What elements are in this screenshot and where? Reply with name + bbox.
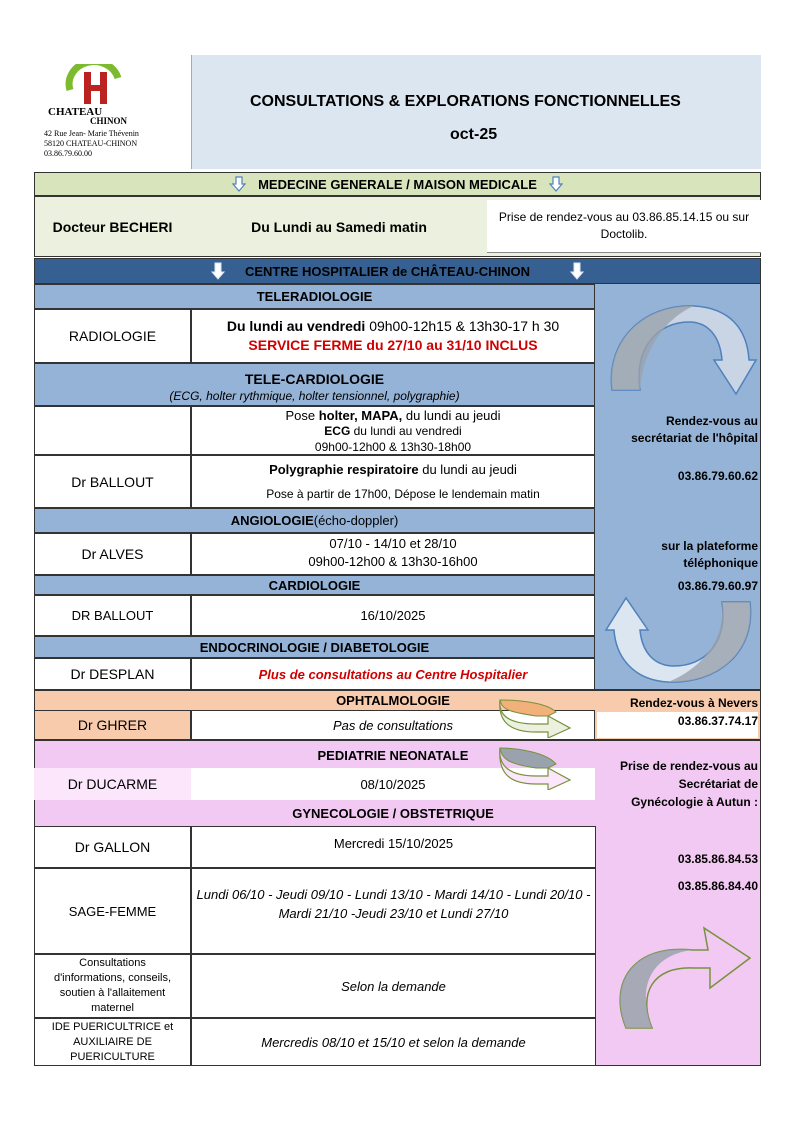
medgen-heading: MEDECINE GENERALE / MAISON MEDICALE (258, 176, 537, 192)
telecardio-doctor: Dr BALLOUT (34, 455, 191, 508)
poly-label: Polygraphie respiratoire (269, 462, 419, 477)
cardio-date: 16/10/2025 (191, 595, 595, 636)
pose-text: Pose (285, 408, 319, 423)
gyneco-heading: GYNECOLOGIE / OBSTETRIQUE (292, 805, 494, 821)
curved-arrow-icon (602, 924, 758, 1032)
header-panel (191, 55, 761, 169)
pediatrie-heading: PEDIATRIE NEONATALE (317, 747, 469, 763)
autun-phone-1: 03.85.86.84.53 (677, 852, 758, 866)
logo (44, 64, 184, 164)
nevers-phone: 03.86.37.74.17 (677, 714, 758, 728)
medgen-doctor: Docteur BECHERI (52, 218, 173, 235)
ophtalmo-doctor: Dr GHRER (34, 710, 191, 740)
radiologie-label: RADIOLOGIE (34, 309, 191, 363)
pediatrie-doctor: Dr DUCARME (34, 768, 191, 800)
ide-label: IDE PUERICULTRICE et AUXILIAIRE DE PUERICULTURE (34, 1018, 191, 1066)
curved-arrow-icon (496, 746, 574, 790)
arrow-down-icon (232, 176, 246, 192)
ecg-label: ECG (324, 424, 351, 438)
gallon-doctor: Dr GALLON (34, 826, 191, 868)
contact-telephonique: téléphonique (683, 556, 758, 570)
nevers-rdv: Rendez-vous à Nevers (629, 696, 758, 710)
angio-heading (34, 508, 595, 533)
cardio-heading: CARDIOLOGIE (34, 575, 595, 595)
allaitement-value: Selon la demande (191, 954, 596, 1018)
contact-plateforme: sur la plateforme (661, 539, 758, 553)
pose-days: du lundi au jeudi (402, 408, 501, 423)
endo-doctor: Dr DESPLAN (34, 658, 191, 690)
poly-note: Pose à partir de 17h00, Dépose le lendemain matin (266, 487, 540, 501)
contact-rdv: Rendez-vous au (665, 414, 758, 428)
autun-gyneco: Gynécologie à Autun : (631, 795, 758, 809)
polygraphie-details (191, 455, 595, 508)
telecardio-subheading: (ECG, holter rythmique, holter tensionnel, polygraphie) (169, 389, 460, 403)
telecardio-empty (34, 406, 191, 455)
endo-note: Plus de consultations au Centre Hospitalier (191, 658, 595, 690)
logo-text-1: CHATEAU (48, 106, 103, 118)
angio-title: ANGIOLOGIE (230, 513, 314, 528)
sagefemme-label: SAGE-FEMME (34, 868, 191, 954)
telecardio-heading-box (34, 363, 595, 406)
poly-days: du lundi au jeudi (418, 462, 517, 477)
logo-text-2: CHINON (90, 116, 128, 126)
ch-heading: CENTRE HOSPITALIER de CHÂTEAU-CHINON (244, 263, 531, 279)
allaitement-label: Consultations d'informations, conseils, soutien à l'allaitement maternel (34, 954, 191, 1018)
sagefemme-dates: Lundi 06/10 - Jeudi 09/10 - Lundi 13/10 - Mardi 14/10 - Lundi 20/10 - Mardi 21/10 -Jeudi 23/10 et Lundi 27/10 (191, 868, 596, 954)
angio-dates: 07/10 - 14/10 et 28/10 (329, 536, 457, 551)
page-title: CONSULTATIONS & EXPLORATIONS FONCTIONNELLES (250, 93, 681, 110)
ophtalmo-heading: OPHTALMOLOGIE (336, 692, 450, 708)
teleradio-heading: TELERADIOLOGIE (34, 284, 595, 309)
contact-secretariat: secrétariat de l'hôpital (631, 431, 758, 445)
curved-arrow-icon (496, 698, 574, 738)
arrow-down-icon (211, 262, 225, 280)
endo-heading: ENDOCRINOLOGIE / DIABETOLOGIE (34, 636, 595, 658)
gallon-date: Mercredi 15/10/2025 (191, 826, 596, 868)
curved-arrow-icon (604, 300, 758, 400)
pose-holter: holter, MAPA, (318, 408, 403, 423)
telecardio-heading: TELE-CARDIOLOGIE (244, 371, 385, 387)
arrow-down-icon (570, 262, 584, 280)
ecg-hours: 09h00-12h00 & 13h30-18h00 (314, 440, 472, 454)
ide-value: Mercredis 08/10 et 15/10 et selon la demande (191, 1018, 596, 1066)
radiologie-details (191, 309, 595, 363)
medgen-contact: Prise de rendez-vous au 03.86.85.14.15 ou sur Doctolib. (487, 200, 761, 253)
angio-details (191, 533, 595, 575)
pediatrie-date: 08/10/2025 (191, 768, 595, 800)
autun-rdv: Prise de rendez-vous au (619, 759, 758, 773)
autun-phone-2: 03.85.86.84.40 (677, 879, 758, 893)
contact-phone-2: 03.86.79.60.97 (677, 579, 758, 593)
radiologie-days: Du lundi au vendredi (226, 318, 366, 334)
angio-hours: 09h00-12h00 & 13h30-16h00 (308, 554, 478, 569)
ophtalmo-note: Pas de consultations (191, 710, 595, 740)
cardio-doctor: DR BALLOUT (34, 595, 191, 636)
hospital-logo-icon (56, 64, 146, 112)
telecardio-pose (191, 406, 595, 455)
curved-arrow-icon (604, 596, 758, 688)
medgen-header (34, 172, 761, 196)
page-date: oct-25 (450, 126, 498, 143)
arrow-down-icon (549, 176, 563, 192)
angio-subtitle: (écho-doppler) (313, 513, 399, 528)
autun-secretariat: Secrétariat de (678, 777, 758, 791)
ch-header (34, 258, 761, 284)
radiologie-closed: SERVICE FERME du 27/10 au 31/10 INCLUS (248, 337, 538, 353)
address-line-2: 58120 CHATEAU-CHINON (44, 139, 138, 148)
medgen-schedule: Du Lundi au Samedi matin (251, 218, 427, 235)
ecg-days: du lundi au vendredi (350, 424, 462, 438)
radiologie-hours: 09h00-12h15 & 13h30-17 h 30 (365, 318, 560, 334)
contact-phone-1: 03.86.79.60.62 (677, 469, 758, 483)
address-line-1: 42 Rue Jean- Marie Thévenin (44, 129, 139, 138)
address-phone: 03.86.79.60.00 (44, 149, 92, 158)
angio-doctor: Dr ALVES (34, 533, 191, 575)
